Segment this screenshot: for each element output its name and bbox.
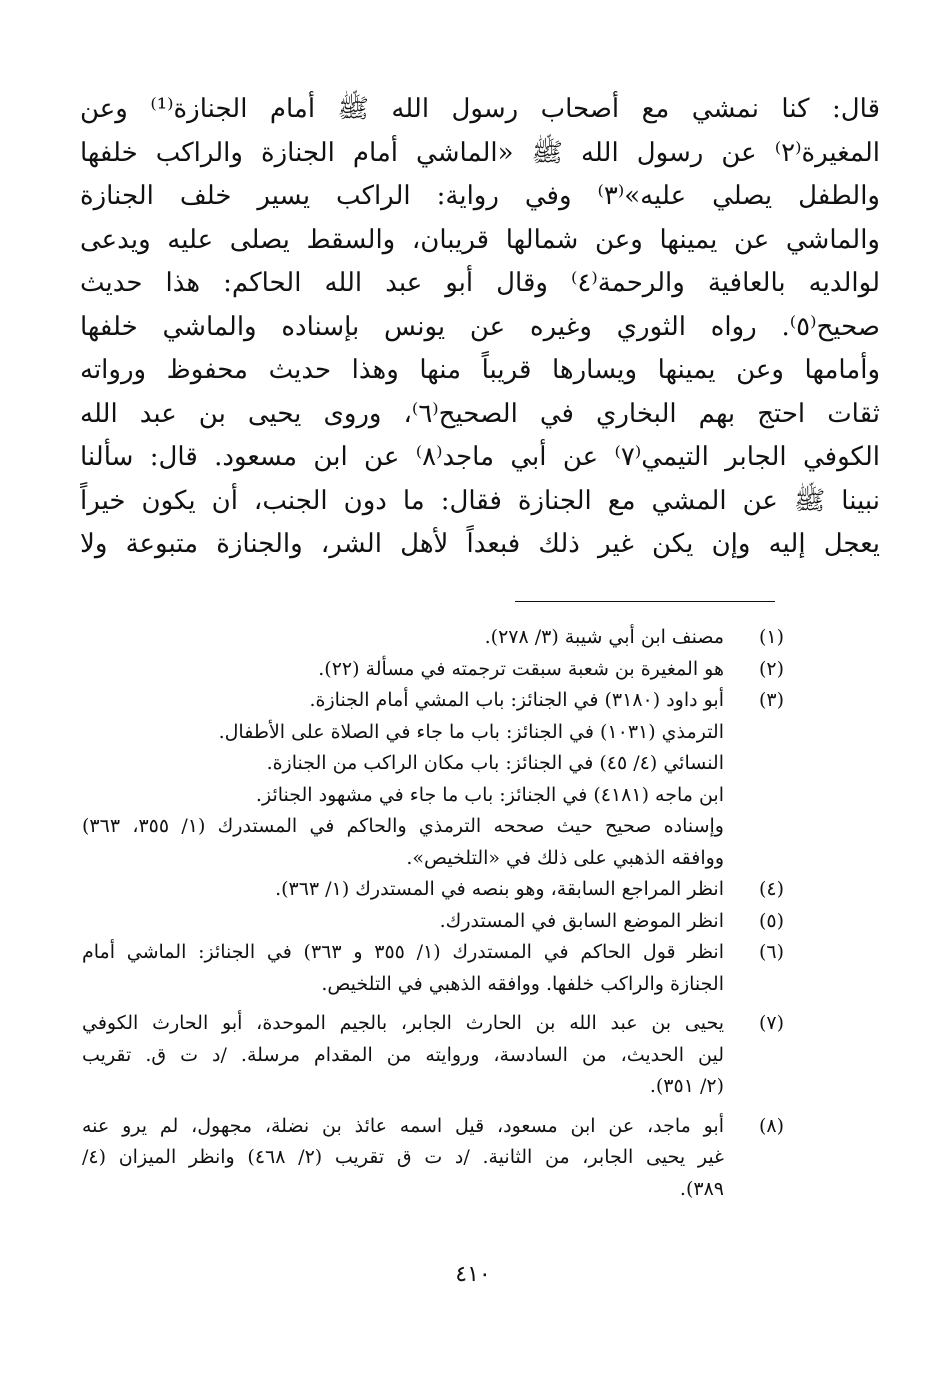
footnote-3 bbox=[82, 685, 784, 874]
footnote-line: أبو ماجد، عن ابن مسعود، قيل اسمه عائذ بن نضلة، مجهول، لم يرو عنه bbox=[82, 1114, 724, 1137]
footnote-2 bbox=[82, 654, 784, 686]
footnote-line: انظر الموضع السابق في المستدرك. bbox=[439, 909, 724, 932]
footnote-line: ابن ماجه (٤١٨١) في الجنائز: باب ما جاء في مشهود الجنائز. bbox=[255, 783, 724, 806]
footnote-number: (٣) bbox=[758, 689, 784, 711]
footnote-5 bbox=[82, 906, 784, 938]
footnote-4 bbox=[82, 874, 784, 906]
footnote-number: (٨) bbox=[758, 1114, 784, 1137]
text-line: وأمامها وعن يمينها ويسارها قريباً منها وهذا حديث محفوظ ورواته bbox=[80, 355, 880, 385]
footnote-line: النسائي (٤/ ٤٥) في الجنائز: باب مكان الراكب من الجنازة. bbox=[266, 752, 724, 774]
footnote-number: (٤) bbox=[758, 878, 784, 900]
text-line: والطفل يصلي عليه»⁽٣⁾ وفي رواية: الراكب يسير خلف الجنازة bbox=[80, 181, 880, 211]
footnote-7 bbox=[82, 1008, 784, 1103]
footnote-number: (٧) bbox=[758, 1012, 784, 1034]
footnote-line: أبو داود (٣١٨٠) في الجنائز: باب المشي أمام الجنازة. bbox=[309, 689, 724, 711]
footnote-number: (١) bbox=[758, 626, 784, 648]
footnote-1 bbox=[82, 622, 784, 654]
main-text bbox=[80, 88, 880, 567]
footnote-line: غير يحيى الجابر، من الثانية. /د ت ق تقريب (٢/ ٤٦٨) وانظر الميزان (٤/ bbox=[82, 1146, 724, 1168]
footnote-line: يحيى بن عبد الله بن الحارث الجابر، بالجيم الموحدة، أبو الحارث الكوفي bbox=[82, 1012, 724, 1034]
footnote-line: الجنازة والراكب خلفها. ووافقه الذهبي في التلخيص. bbox=[321, 972, 724, 995]
text-line: والماشي عن يمينها وعن شمالها قريبان، والسقط يصلى عليه ويدعى bbox=[80, 224, 880, 255]
footnote-line: مصنف ابن أبي شيبة (٣/ ٢٧٨). bbox=[484, 626, 724, 648]
text-line: نبينا ﷺ عن المشي مع الجنازة فقال: ما دون الجنب، أن يكون خيراً bbox=[80, 485, 880, 516]
footnote-line: انظر قول الحاكم في المستدرك (١/ ٣٥٥ و ٣٦٣) في الجنائز: الماشي أمام bbox=[82, 941, 724, 963]
footnote-8 bbox=[82, 1111, 784, 1206]
footnote-line: هو المغيرة بن شعبة سبقت ترجمته في مسألة (٢٢). bbox=[318, 657, 724, 680]
footnote-line: (٢/ ٣٥١). bbox=[649, 1075, 724, 1097]
text-line: الكوفي الجابر التيمي⁽٧⁾ عن أبي ماجد⁽٨⁾ عن ابن مسعود. قال: سألنا bbox=[80, 442, 880, 472]
footnote-line: الترمذي (١٠٣١) في الجنائز: باب ما جاء في الصلاة على الأطفال. bbox=[218, 720, 724, 743]
footnote-line: لين الحديث، من السادسة، وروايته من المقدام مرسلة. /د ت ق. تقريب bbox=[82, 1043, 724, 1066]
text-line: قال: كنا نمشي مع أصحاب رسول الله ﷺ أمام الجنازة⁽¹⁾ وعن bbox=[80, 94, 880, 124]
text-line: لوالديه بالعافية والرحمة⁽٤⁾ وقال أبو عبد الله الحاكم: هذا حديث bbox=[80, 268, 880, 298]
text-line: المغيرة⁽٢⁾ عن رسول الله ﷺ «الماشي أمام الجنازة والراكب خلفها bbox=[80, 137, 880, 168]
footnotes bbox=[82, 622, 784, 1205]
footnote-line: انظر المراجع السابقة، وهو بنصه في المستدرك (١/ ٣٦٣). bbox=[275, 878, 724, 900]
footnote-number: (٦) bbox=[758, 941, 784, 963]
text-line: صحيح⁽٥⁾. رواه الثوري وغيره عن يونس بإسناده والماشي خلفها bbox=[80, 311, 880, 342]
text-line: ثقات احتج بهم البخاري في الصحيح⁽٦⁾، وروى يحيى بن عبد الله bbox=[80, 398, 880, 429]
text-line: يعجل إليه وإن يكن غير ذلك فبعداً لأهل الشر، والجنازة متبوعة ولا bbox=[80, 529, 880, 559]
footnote-number: (٥) bbox=[758, 909, 784, 932]
footnote-line: وإسناده صحيح حيث صححه الترمذي والحاكم في المستدرك (١/ ٣٥٥، ٣٦٣) bbox=[82, 815, 724, 837]
footnote-number: (٢) bbox=[758, 657, 784, 680]
page-number: ٤١٠ bbox=[455, 1262, 491, 1287]
footnote-separator bbox=[515, 601, 775, 602]
footnote-6 bbox=[82, 937, 784, 1000]
footnote-line: ٣٨٩). bbox=[679, 1177, 724, 1200]
footnote-line: ووافقه الذهبي على ذلك في «التلخيص». bbox=[406, 846, 724, 869]
